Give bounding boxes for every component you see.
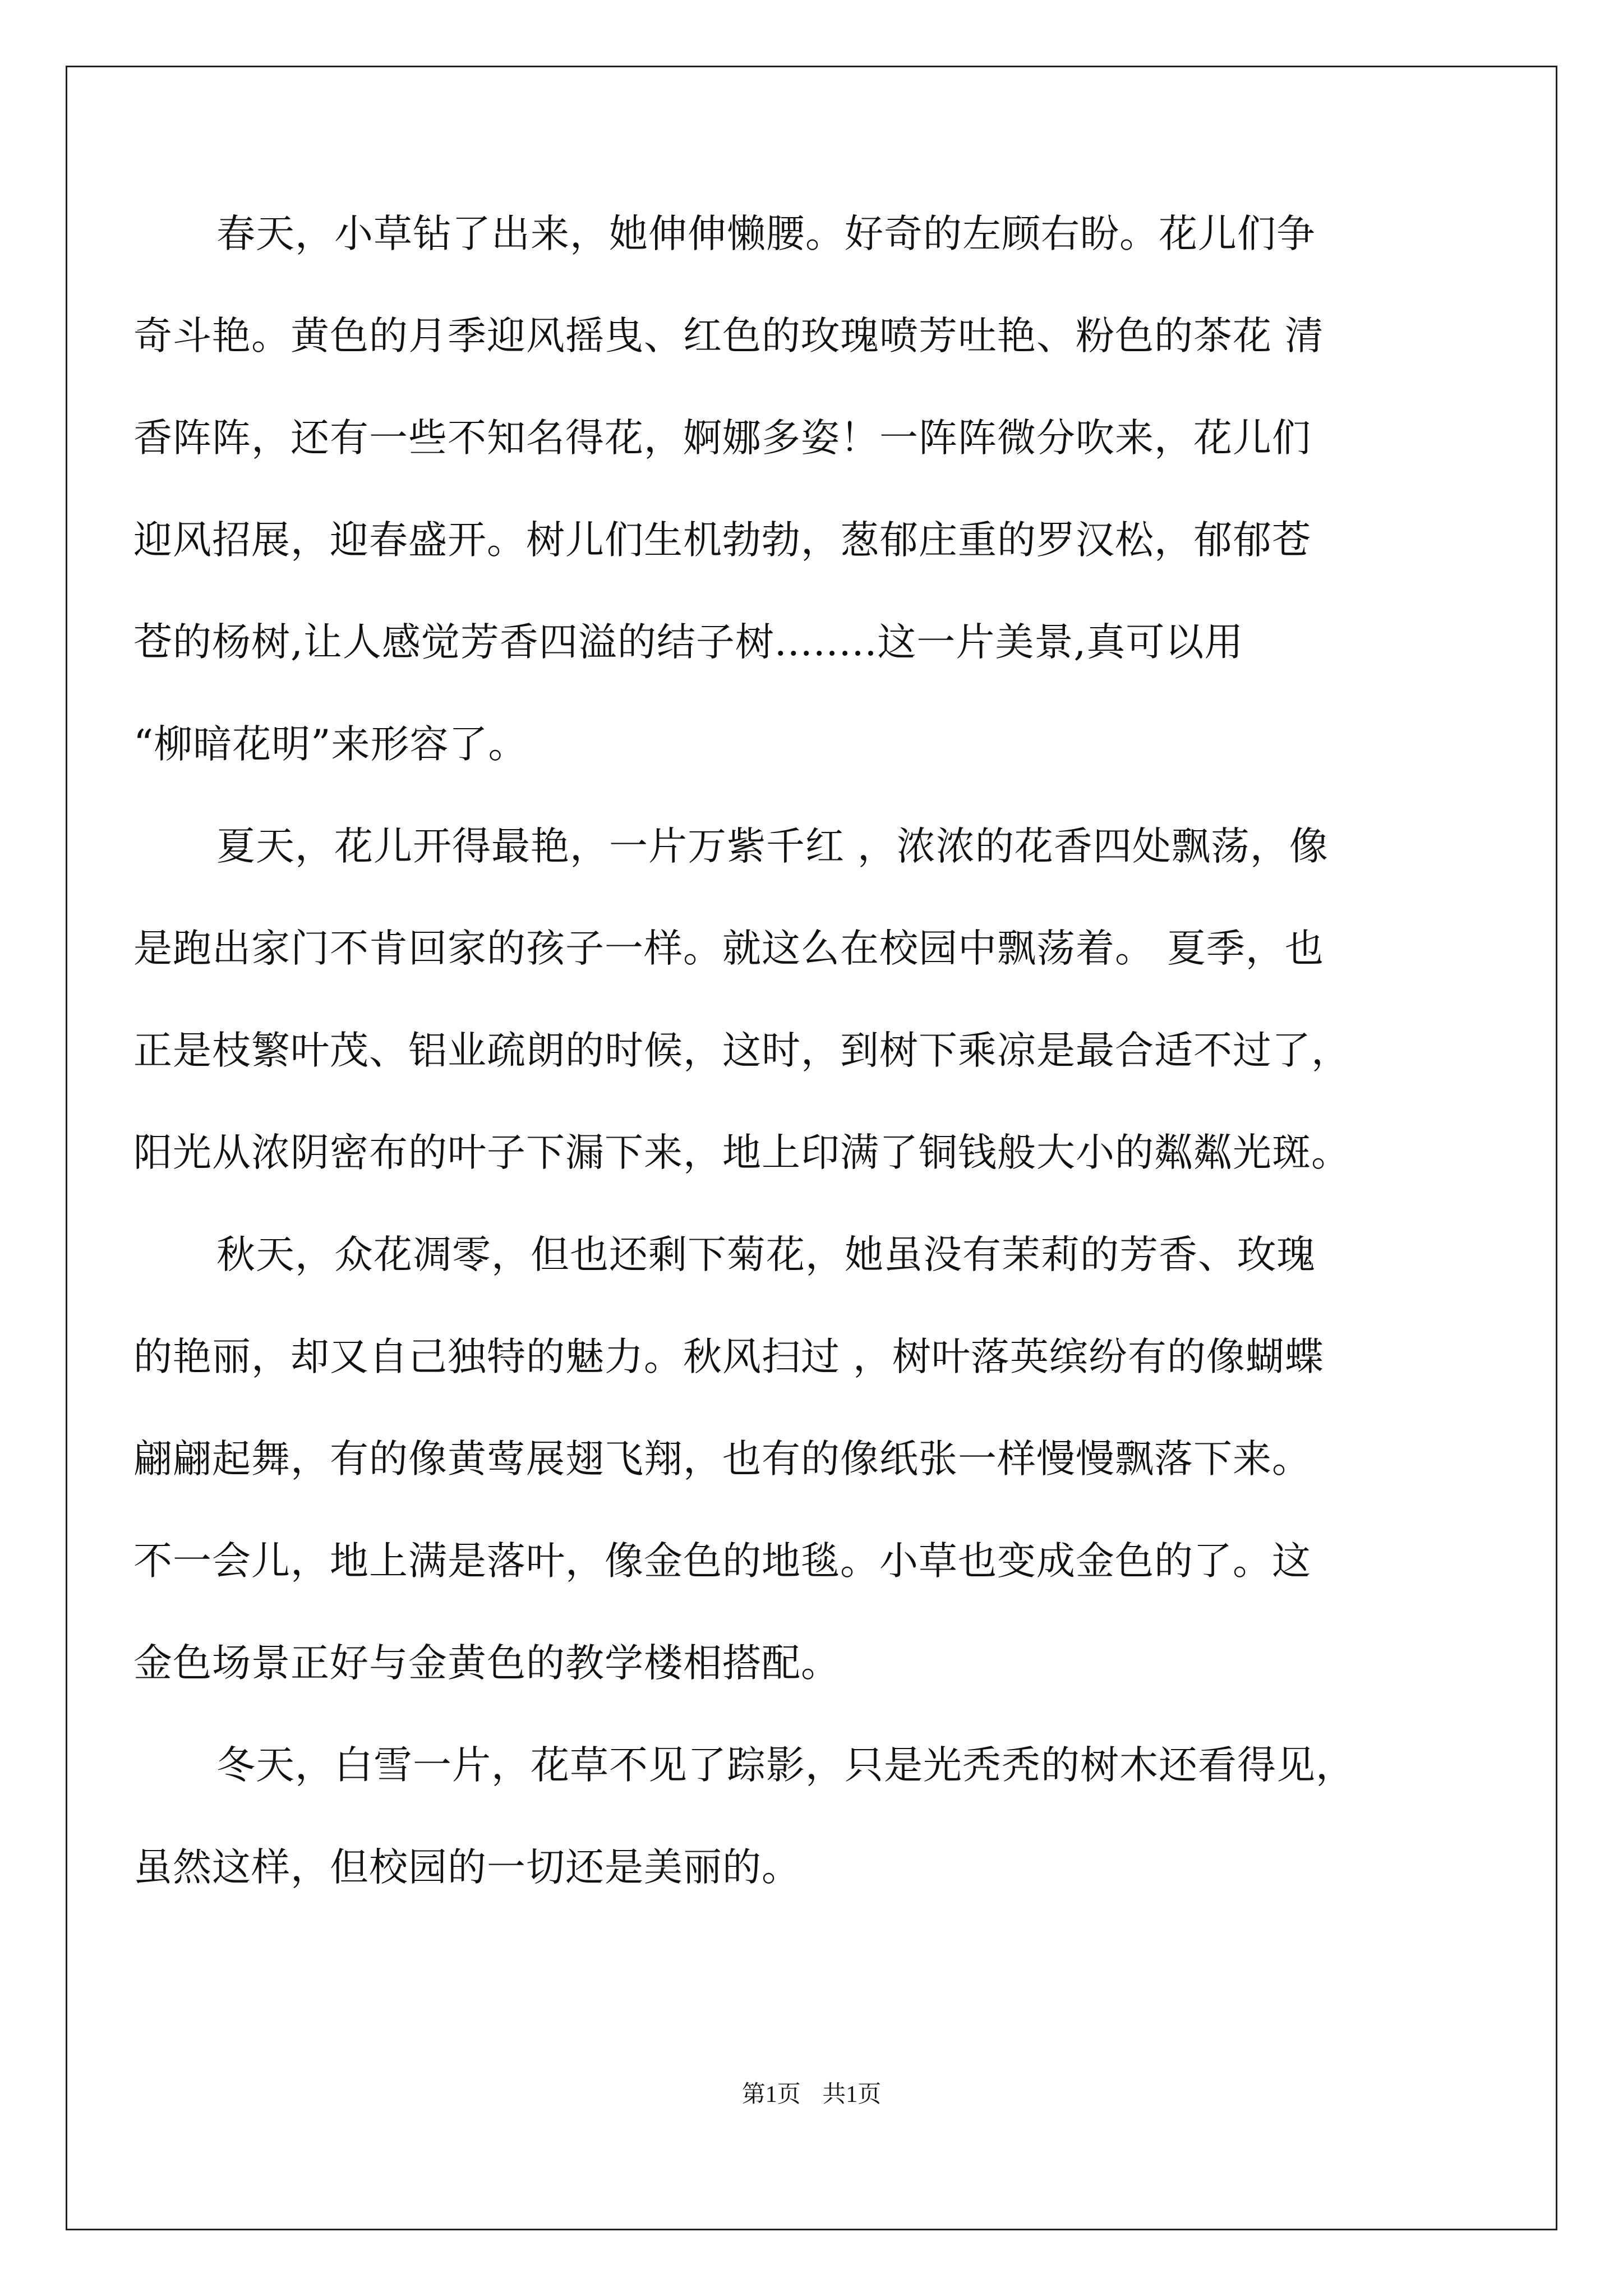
text-line: 是跑出家门不肯回家的孩子一样。就这么在校园中飘荡着。 夏季，也 xyxy=(133,926,1324,971)
text-line: 的艳丽，却又自己独特的魅力。秋风扫过 ，树叶落英缤纷有的像蝴蝶 xyxy=(133,1335,1324,1379)
paragraph-spring xyxy=(133,183,1427,795)
text-line: 虽然这样，但校园的一切还是美丽的。 xyxy=(133,1845,801,1890)
paragraph-autumn xyxy=(133,1204,1427,1714)
document-body xyxy=(133,183,1427,1918)
text-line: 不一会儿，地上满是落叶，像金色的地毯。小草也变成金色的了。这 xyxy=(133,1539,1311,1584)
text-line: 苍的杨树,让人感觉芳香四溢的结子树........这一片美景,真可以用 xyxy=(133,620,1244,665)
page-number: 第1页 xyxy=(741,2082,801,2108)
text-line: 奇斗艳。黄色的月季迎风摇曳、红色的玫瑰喷芳吐艳、粉色的茶花 清 xyxy=(133,314,1324,358)
text-line: 正是枝繁叶茂、铝业疏朗的时候，这时，到树下乘凉是最合适不过了， xyxy=(133,1028,1350,1073)
paragraph-winter xyxy=(133,1714,1427,1918)
text-line: “柳暗花明”来形容了。 xyxy=(133,722,528,767)
text-line: 冬天，白雪一片，花草不见了踪影，只是光秃秃的树木还看得见， xyxy=(216,1743,1355,1788)
text-line: 秋天，众花凋零，但也还剩下菊花，她虽没有茉莉的芳香、玫瑰 xyxy=(216,1232,1316,1277)
text-line: 翩翩起舞，有的像黄莺展翅飞翔，也有的像纸张一样慢慢飘落下来。 xyxy=(133,1437,1311,1481)
text-line: 阳光从浓阴密布的叶子下漏下来，地上印满了铜钱般大小的粼粼光斑。 xyxy=(133,1130,1350,1175)
text-line: 香阵阵，还有一些不知名得花，婀娜多姿！一阵阵微分吹来，花儿们 xyxy=(133,416,1311,461)
text-line: 金色场景正好与金黄色的教学楼相搭配。 xyxy=(133,1641,840,1686)
page-footer xyxy=(0,2076,1623,2109)
text-line: 迎风招展，迎春盛开。树儿们生机勃勃，葱郁庄重的罗汉松，郁郁苍 xyxy=(133,518,1311,563)
text-line: 夏天，花儿开得最艳，一片万紫千红 ，浓浓的花香四处飘荡，像 xyxy=(216,824,1329,869)
text-line: 春天，小草钻了出来，她伸伸懒腰。好奇的左顾右盼。花儿们争 xyxy=(216,211,1316,256)
paragraph-summer xyxy=(133,795,1427,1204)
page-total: 共1页 xyxy=(822,2082,882,2108)
